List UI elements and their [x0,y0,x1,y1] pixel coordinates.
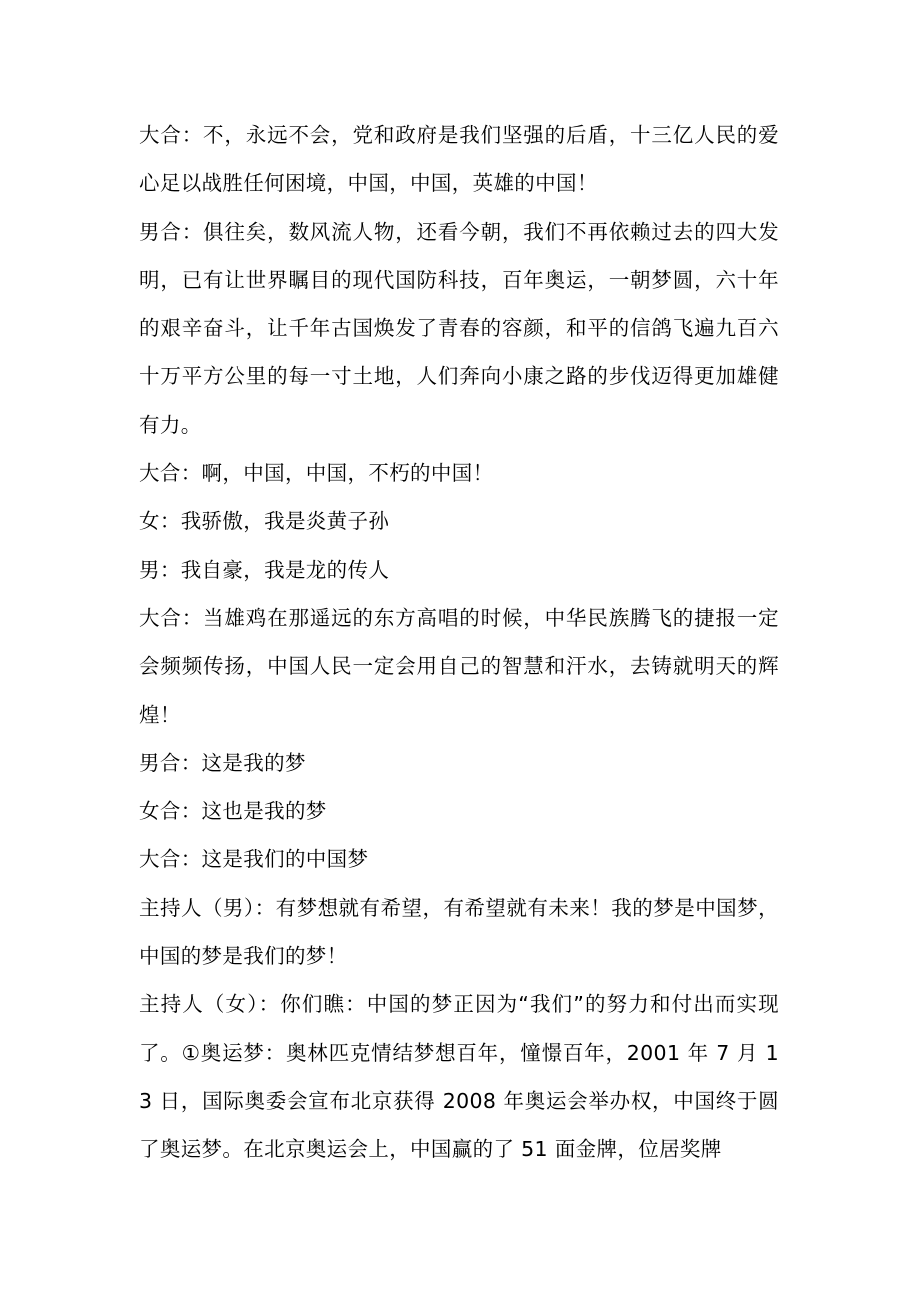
paragraph-male-1: 男：我自豪，我是龙的传人 [139,557,390,582]
paragraph-host-male: 主持人（男）：有梦想就有希望，有希望就有未来！我的梦是中国梦，中国的梦是我们的梦！ [139,895,779,969]
document-body [139,111,779,1174]
paragraph-female-chorus-1: 女合：这也是我的梦 [139,799,327,824]
paragraph-chorus-1: 大合：不，永远不会，党和政府是我们坚强的后盾，十三亿人民的爱心足以战胜任何困境，中国，中国，英雄的中国！ [139,123,779,196]
paragraph-chorus-3: 大合：当雄鸡在那遥远的东方高唱的时候，中华民族腾飞的捷报一定会频频传扬，中国人民一定会用自己的智慧和汗水，去铸就明天的辉煌！ [139,605,779,727]
paragraph-chorus-4: 大合：这是我们的中国梦 [139,847,369,872]
paragraph-host-female: 主持人（女）：你们瞧：中国的梦正因为“我们”的努力和付出而实现了。①奥运梦：奥林匹克情结梦想百年，憧憬百年，2001 年 7 月 13 日，国际奥委会宣布北京获得 2008 年奥运会举办权，中国终于圆了奥运梦。在北京奥运会上，中国赢的了 51 面金牌，位居奖牌 [139,992,779,1162]
paragraph-male-chorus-2: 男合：这是我的梦 [139,750,306,775]
paragraph-male-chorus-1: 男合：俱往矣，数风流人物，还看今朝，我们不再依赖过去的四大发明，已有让世界瞩目的现代国防科技，百年奥运，一朝梦圆，六十年的艰辛奋斗，让千年古国焕发了青春的容颜，和平的信鸽飞遍九百六十万平方公里的每一寸土地，人们奔向小康之路的步伐迈得更加雄健有力。 [139,219,779,437]
paragraph-chorus-2: 大合：啊，中国，中国，不朽的中国！ [139,461,494,486]
paragraph-female-1: 女：我骄傲，我是炎黄子孙 [139,509,390,534]
